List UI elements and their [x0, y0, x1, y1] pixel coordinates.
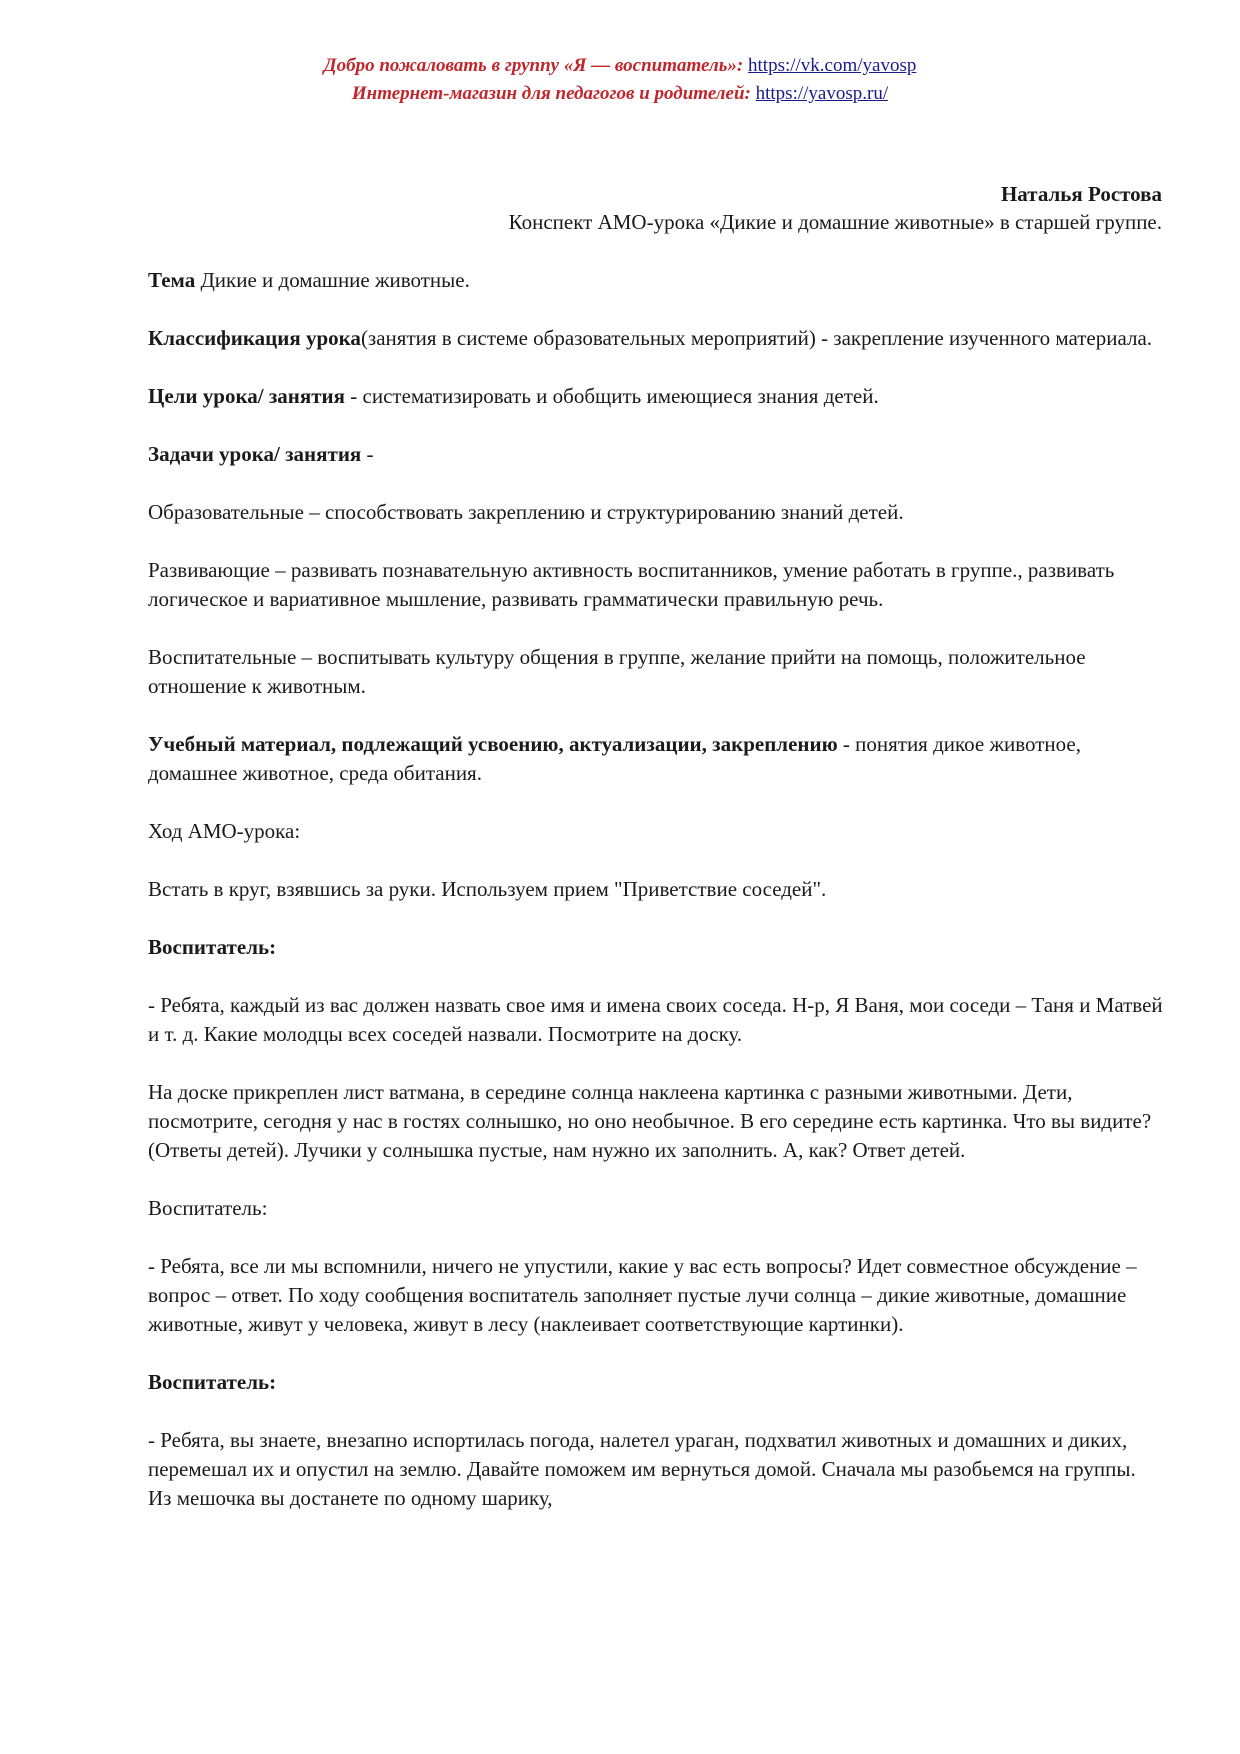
- promo-header: [0, 52, 1240, 108]
- teacher-heading-2: Воспитатель:: [148, 1196, 268, 1220]
- tema-text: Дикие и домашние животные.: [195, 268, 470, 292]
- tasks-text: -: [361, 442, 374, 466]
- teacher-heading-3: Воспитатель:: [148, 1370, 277, 1394]
- promo-group-link[interactable]: https://vk.com/yavosp: [748, 55, 917, 76]
- paragraph-educational: Образовательные – способствовать закреплению и структурированию знаний детей.: [148, 500, 904, 524]
- classification-text: (занятия в системе образовательных мероприятий) - закрепление изученного материала.: [360, 326, 1153, 350]
- goals-label: Цели урока/ занятия: [148, 384, 346, 408]
- paragraph-speech-2: - Ребята, все ли мы вспомнили, ничего не упустили, какие у вас есть вопросы? Идет совместное обсуждение – вопрос – ответ. По ходу сообщения воспитатель заполняет пустые лучи солнца – дикие животные, домашние животные, живут у человека, живут в лесу (наклеивает соответствующие картинки).: [148, 1254, 1137, 1336]
- promo-shop-link[interactable]: https://yavosp.ru/: [755, 83, 889, 104]
- paragraph-classification: [148, 324, 1164, 353]
- promo-group-label: Добро пожаловать в группу «Я — воспитатель»:: [323, 55, 744, 76]
- paragraph-course: Ход АМО-урока:: [148, 819, 301, 843]
- paragraph-board: На доске прикреплен лист ватмана, в середине солнца наклеена картинка с разными животными. Дети, посмотрите, сегодня у нас в гостях солнышко, но оно необычное. В его середине есть картинка. Что вы видите? (Ответы детей). Лучики у солнышка пустые, нам нужно их заполнить. А, как? Ответ детей.: [148, 1080, 1152, 1162]
- author-name: Наталья Ростова: [1000, 182, 1162, 206]
- classification-label: Классификация урока: [148, 326, 361, 350]
- paragraph-upbringing: Воспитательные – воспитывать культуру общения в группе, желание прийти на помощь, положительное отношение к животным.: [148, 645, 1086, 698]
- paragraph-developing: Развивающие – развивать познавательную активность воспитанников, умение работать в группе., развивать логическое и вариативное мышление, развивать грамматически правильную речь.: [148, 558, 1115, 611]
- paragraph-speech-3: - Ребята, вы знаете, внезапно испортилась погода, налетел ураган, подхватил животных и домашних и диких, перемешал их и опустил на землю. Давайте поможем им вернуться домой. Сначала мы разобьемся на группы. Из мешочка вы достанете по одному шарику,: [148, 1428, 1136, 1510]
- promo-line-group: [0, 52, 1240, 80]
- material-label: Учебный материал, подлежащий усвоению, актуализации, закреплению: [148, 732, 838, 756]
- material-text: - понятия дикое животное, домашнее животное, среда обитания.: [148, 732, 1081, 785]
- paragraph-tasks: [148, 440, 1164, 469]
- promo-shop-label: Интернет-магазин для педагогов и родителей:: [351, 83, 751, 104]
- paragraph-material: [148, 730, 1164, 788]
- paragraph-goals: [148, 382, 1164, 411]
- paragraph-speech-1: - Ребята, каждый из вас должен назвать свое имя и имена своих соседа. Н-р, Я Ваня, мои соседи – Таня и Матвей и т. д. Какие молодцы всех соседей назвали. Посмотрите на доску.: [148, 993, 1163, 1046]
- promo-line-shop: [0, 80, 1240, 108]
- teacher-heading-1: Воспитатель:: [148, 935, 277, 959]
- document-body: [148, 266, 1164, 1542]
- document-title: Конспект АМО-урока «Дикие и домашние животные» в старшей группе.: [508, 210, 1162, 234]
- goals-text: - систематизировать и обобщить имеющиеся знания детей.: [345, 384, 879, 408]
- tema-label: Тема: [148, 268, 196, 292]
- paragraph-tema: [148, 266, 1164, 295]
- paragraph-circle: Встать в круг, взявшись за руки. Используем прием "Приветствие соседей".: [148, 877, 827, 901]
- tasks-label: Задачи урока/ занятия: [148, 442, 362, 466]
